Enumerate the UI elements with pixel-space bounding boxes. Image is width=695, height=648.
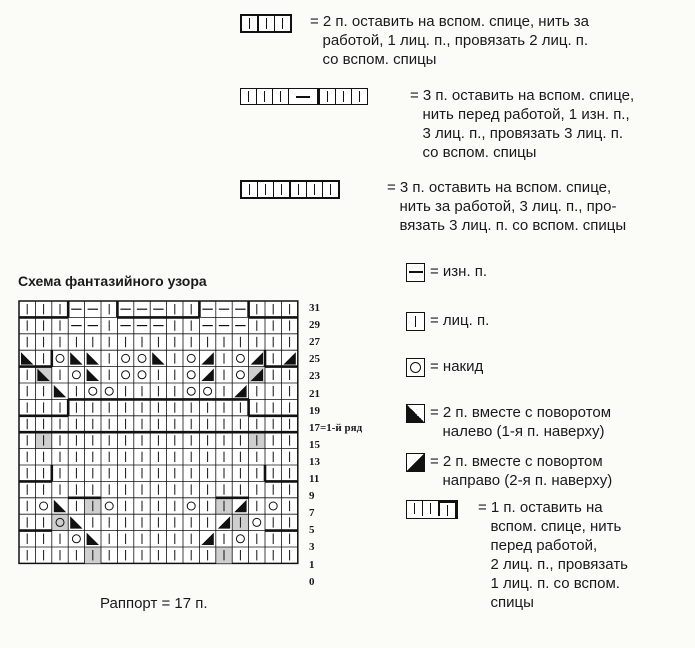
legend-purl: = изн. п. xyxy=(430,263,488,280)
knit-cell xyxy=(318,89,336,104)
legend-cable-3-1-3-front: = 3 п. оставить на вспом. спице, нить перед работой, 1 изн. п., 3 лиц. п., провязать 3 лиц. п. со вспом. спицы xyxy=(410,87,635,161)
knit-cell xyxy=(273,89,289,104)
knit-cell xyxy=(423,501,440,516)
purl-cell xyxy=(289,89,318,104)
legend-cable-3-3-back: = 3 п. оставить на вспом. спице, нить за работой, 3 лиц. п., про- вязать 3 лиц. п. со вспом. спицы xyxy=(387,179,627,234)
knit-symbol xyxy=(406,312,425,331)
cable-2-1-back-symbol xyxy=(240,14,292,33)
row-label: 25 xyxy=(309,353,320,366)
knit-cell xyxy=(274,182,291,197)
k2tog-right-symbol xyxy=(406,453,425,472)
row-label: 5 xyxy=(309,524,315,537)
chart-title: Схема фантазийного узора xyxy=(18,273,207,289)
row-label: 13 xyxy=(309,455,320,468)
knit-cell xyxy=(352,89,367,104)
knit-cell xyxy=(242,16,259,31)
knit-cell xyxy=(258,182,274,197)
row-label: 15 xyxy=(309,438,320,451)
knit-cell xyxy=(407,501,423,516)
repeat-label: Раппорт = 17 п. xyxy=(100,595,208,612)
legend-k2tog-right: = 2 п. вместе с повортом направо (2-я п. наверху) xyxy=(430,453,613,489)
row-label: 29 xyxy=(309,319,320,332)
cable-1-2-front-symbol xyxy=(406,500,458,519)
cable-3-3-back-symbol xyxy=(240,180,340,199)
knit-cell xyxy=(323,182,338,197)
legend-knit: = лиц. п. xyxy=(430,312,490,329)
knit-cell xyxy=(291,182,307,197)
legend-cable-2-1-back: = 2 п. оставить на вспом. спице, нить за работой, 1 лиц. п., провязать 2 лиц. п. со вспом. спицы xyxy=(310,13,590,68)
knit-cell xyxy=(242,182,258,197)
k2tog-left-symbol xyxy=(406,404,425,423)
row-label: 23 xyxy=(309,370,320,383)
row-label: 0 xyxy=(309,575,315,588)
knit-cell xyxy=(257,89,273,104)
cable-3-1-3-front-symbol xyxy=(240,88,368,105)
legend-cable-1-2-front: = 1 п. оставить на вспом. спице, нить перед работой, 2 лиц. п., провязать 1 лиц. п. со вспом. спицы xyxy=(478,499,628,611)
knit-cell xyxy=(336,89,352,104)
yarn-over-symbol xyxy=(406,358,425,377)
row-label: 9 xyxy=(309,490,315,503)
row-label: 27 xyxy=(309,336,320,349)
chart-grid xyxy=(19,301,298,563)
knit-cell xyxy=(241,89,257,104)
row-label: 17=1-й ряд xyxy=(309,421,363,434)
row-label: 1 xyxy=(309,558,315,571)
knit-cell xyxy=(307,182,323,197)
row-label: 7 xyxy=(309,507,315,520)
row-label: 11 xyxy=(309,473,320,485)
legend-yarn-over: = накид xyxy=(430,358,484,375)
row-label: 3 xyxy=(309,541,315,554)
row-label: 21 xyxy=(309,387,320,400)
knit-cell xyxy=(275,16,290,31)
knit-cell xyxy=(259,16,275,31)
row-label: 19 xyxy=(309,404,320,417)
legend-k2tog-left: = 2 п. вместе с поворотом налево (1-я п. наверху) xyxy=(430,404,612,440)
purl-symbol xyxy=(406,263,425,282)
knit-cell xyxy=(440,501,457,518)
knitting-chart xyxy=(18,300,300,590)
row-label: 31 xyxy=(309,302,320,314)
